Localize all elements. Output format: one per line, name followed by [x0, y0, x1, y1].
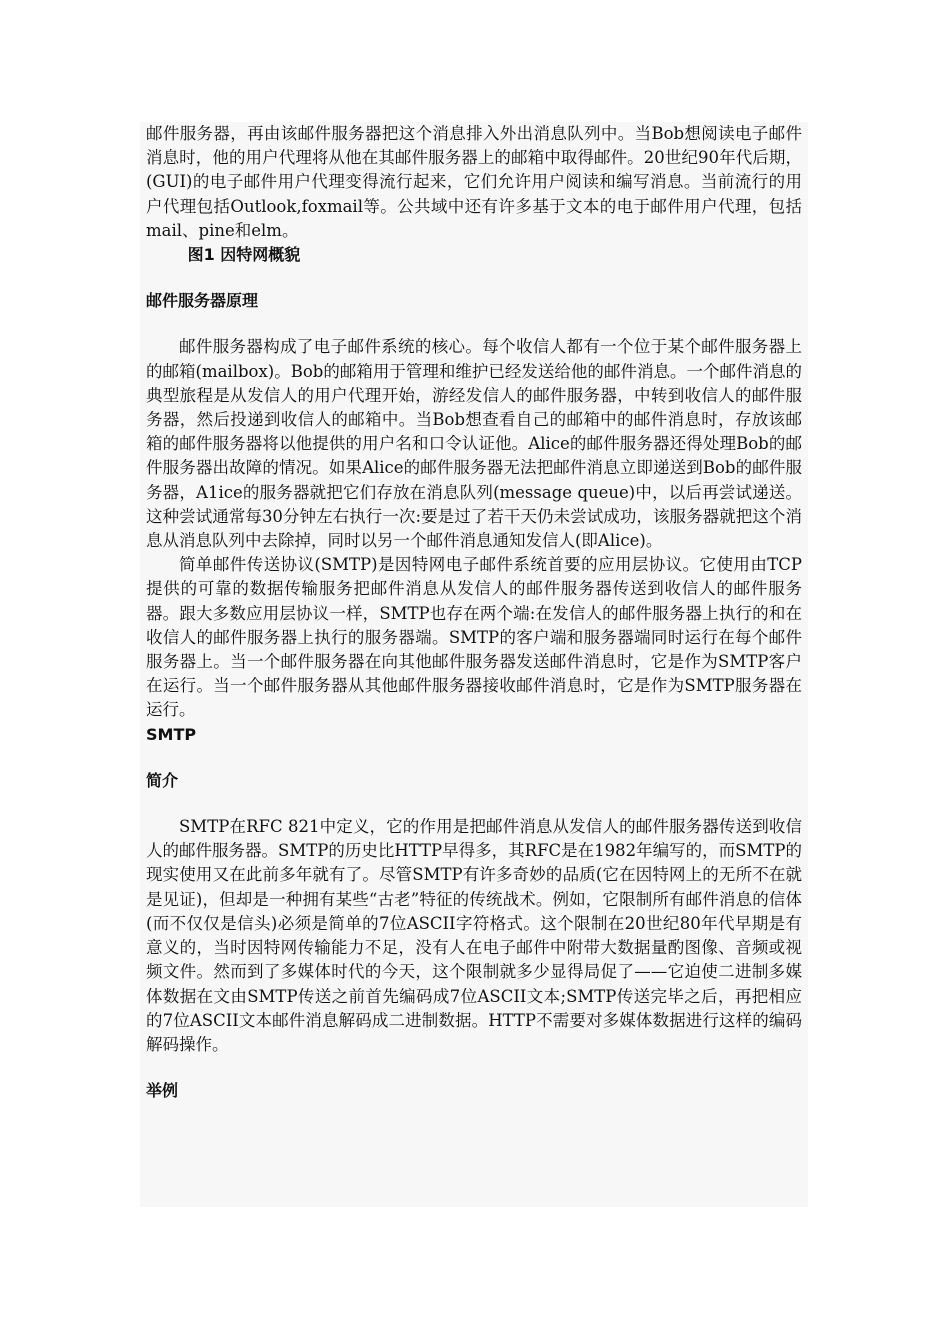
intro-paragraph: 邮件服务器，再由该邮件服务器把这个消息排入外出消息队列中。当Bob想阅读电子邮件消息时，他的用户代理将从他在其邮件服务器上的邮箱中取得邮件。20世纪90年代后期， (GUI)的电子邮件用户代理变得流行起来，它们允许用户阅读和编写消息。当前流行的用户代理包括Outlook,foxmail等。公共域中还有许多基于文本的电于邮件用户代理，包括mail、pine和elm。	[146, 124, 802, 240]
figure-caption: 图1 因特网概貌	[187, 245, 301, 265]
heading-example: 举例	[146, 1081, 179, 1101]
mail-server-paragraph-1: 邮件服务器构成了电子邮件系统的核心。每个收信人都有一个位于某个邮件服务器上的邮箱(mailbox)。Bob的邮箱用于管理和维护已经发送给他的邮件消息。一个邮件消息的典型旅程是从发信人的用户代理开始，游经发信人的邮件服务器，中转到收信人的邮件服务器，然后投递到收信人的邮箱中。当Bob想查看自己的邮箱中的邮件消息时，存放该邮箱的邮件服务器将以他提供的用户名和口令认证他。Alice的邮件服务器还得处理Bob的邮件服务器出故障的情况。如果Alice的邮件服务器无法把邮件消息立即递送到Bob的邮件服务器，A1ice的服务器就把它们存放在消息队列(message queue)中，以后再尝试递送。这种尝试通常每30分钟左右执行一次:要是过了若干天仍未尝试成功，该服务器就把这个消息从消息队列中去除掉，同时以另一个邮件消息通知发信人(即Alice)。	[146, 337, 802, 551]
smtp-label: SMTP	[146, 724, 197, 744]
document-body	[140, 122, 808, 1207]
mail-server-paragraph-2: 简单邮件传送协议(SMTP)是因特网电子邮件系统首要的应用层协议。它使用由TCP提供的可靠的数据传输服务把邮件消息从发信人的邮件服务器传送到收信人的邮件服务器。跟大多数应用层协议一样，SMTP也存在两个端:在发信人的邮件服务器上执行的和在收信人的邮件服务器上执行的服务器端。SMTP的客户端和服务器端同时运行在每个邮件服务器上。当一个邮件服务器在向其他邮件服务器发送邮件消息时，它是作为SMTP客户在运行。当一个邮件服务器从其他邮件服务器接收邮件消息时，它是作为SMTP服务器在运行。	[146, 555, 802, 720]
introduction-paragraph: SMTP在RFC 821中定义，它的作用是把邮件消息从发信人的邮件服务器传送到收信人的邮件服务器。SMTP的历史比HTTP早得多，其RFC是在1982年编写的，而SMTP的现实使用又在此前多年就有了。尽管SMTP有许多奇妙的品质(它在因特网上的无所不在就是见证)，但却是一种拥有某些“古老”特征的传统战术。例如，它限制所有邮件消息的信体(而不仅仅是信头)必须是简单的7位ASCII字符格式。这个限制在20世纪80年代早期是有意义的，当时因特网传输能力不足，没有人在电子邮件中附带大数据量酌图像、音频或视频文件。然而到了多媒体时代的今天，这个限制就多少显得局促了——它迫使二进制多媒体数据在文由SMTP传送之前首先编码成7位ASCII文本;SMTP传送完毕之后，再把相应的7位ASCII文本邮件消息解码成二进制数据。HTTP不需要对多媒体数据进行这样的编码解码操作。	[146, 817, 802, 1054]
heading-mail-server-principle: 邮件服务器原理	[146, 291, 259, 311]
heading-introduction: 简介	[146, 770, 179, 790]
